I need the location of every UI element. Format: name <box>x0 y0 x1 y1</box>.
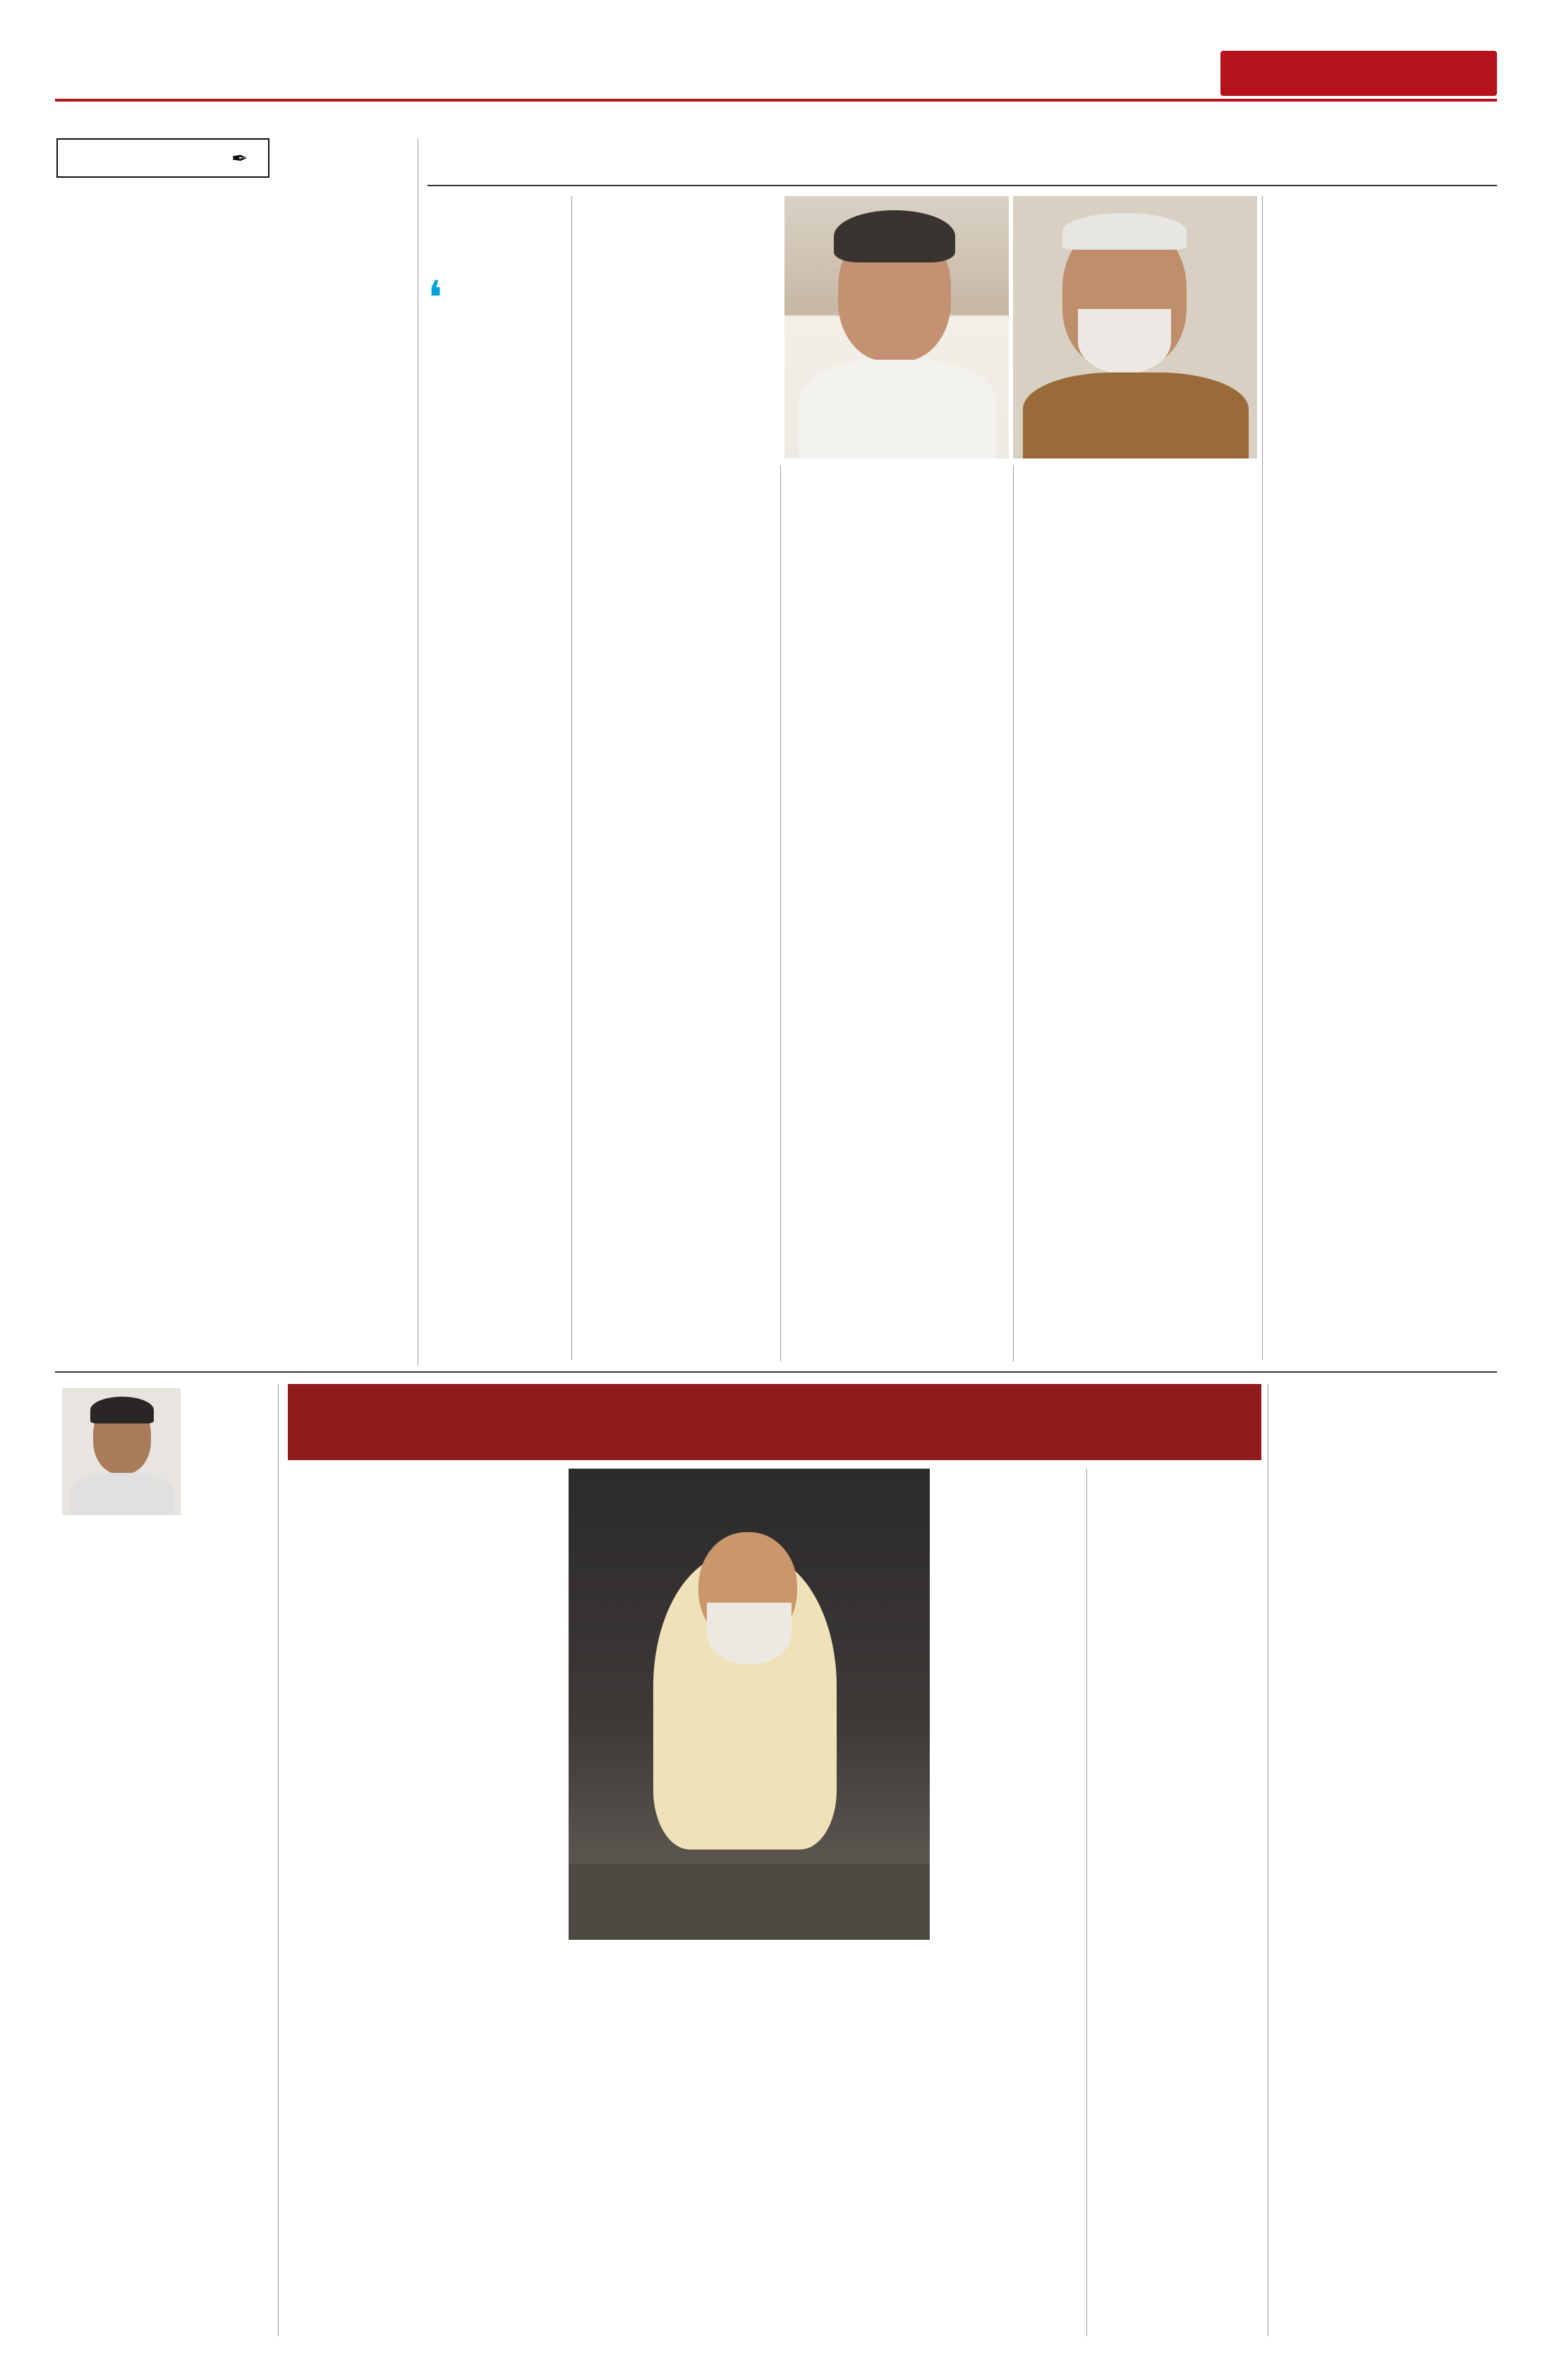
editorial-box <box>55 138 408 1371</box>
lead-col-1 <box>577 196 776 1367</box>
editorial-body <box>56 237 406 1366</box>
pullquote-box <box>428 271 569 1366</box>
lead-col-2 <box>784 466 1009 1367</box>
photo-modi <box>1013 196 1257 459</box>
photo-rahul <box>784 196 1009 459</box>
editorial-label <box>56 138 269 178</box>
story2-col-3 <box>938 1469 1082 2339</box>
masthead-rule <box>55 99 1497 102</box>
story2-caption <box>569 1947 930 2339</box>
story2-headline-band <box>288 1384 1261 1460</box>
author-photo-lalit <box>62 1388 181 1515</box>
photo-bhagwat <box>569 1469 930 1940</box>
lead-col-3 <box>1017 466 1257 1367</box>
story2-col-4 <box>1091 1469 1264 2339</box>
story2-col-1 <box>62 1584 274 2339</box>
masthead <box>0 0 1552 90</box>
story2-col-2 <box>282 1469 560 2339</box>
lead-col-4 <box>1267 196 1497 1367</box>
pen-icon: ✒ <box>231 147 248 170</box>
page-label-tab <box>1220 51 1497 96</box>
quote-icon: ❛ <box>428 271 443 325</box>
story2-col-5 <box>1273 1384 1497 2339</box>
